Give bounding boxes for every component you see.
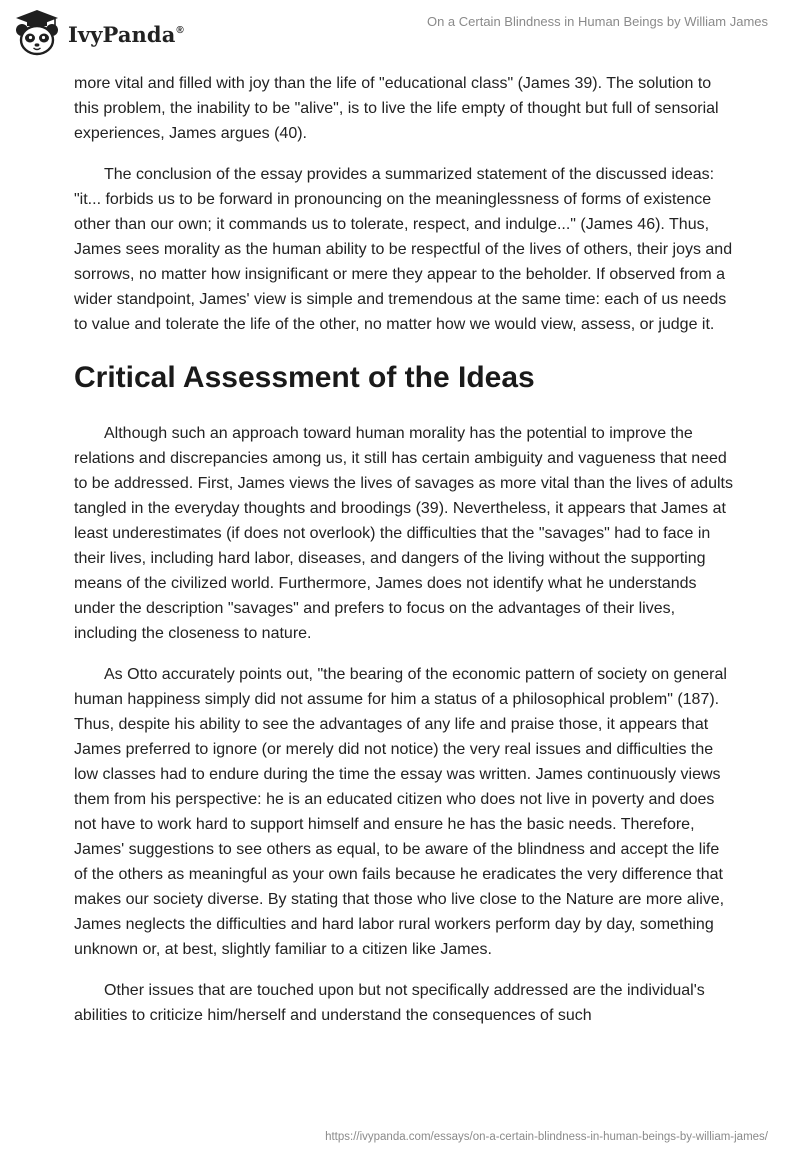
- body-paragraph: Other issues that are touched upon but not specifically addressed are the individual's abilities to criticize him/herself and understand the consequences of such: [74, 982, 705, 1024]
- panda-graduate-icon: [12, 8, 62, 58]
- essay-content: [74, 71, 734, 1044]
- ivypanda-logo[interactable]: [12, 8, 184, 58]
- body-paragraph: Although such an approach toward human morality has the potential to improve the relations and discrepancies among us, it still has certain ambiguity and vagueness that need to be addressed. First, James views the lives of savages as more vital than the lives of adults tangled in the everyday thoughts and broodings (39). Nevertheless, it appears that James at least underestimates (if does not overlook) the difficulties that the "savages" had to face in their lives, including hard labor, diseases, and dangers of the living without the supporting means of the civilized world. Furthermore, James does not identify what he understands under the description "savages" and prefers to focus on the advantages of their lives, including the closeness to nature.: [74, 425, 733, 642]
- registered-mark: ®: [176, 24, 184, 36]
- brand-name: IvyPanda®: [68, 21, 184, 47]
- body-paragraph: The conclusion of the essay provides a summarized statement of the discussed ideas: "it... forbids us to be forward in pronouncing on the meaninglessness of forms of existence other than our own; it commands us to tolerate, respect, and indulge..." (James 46). Thus, James sees morality as the human ability to be respectful of the lives of others, their joys and sorrows, no matter how insignificant or mere they appear to the beholder. If observed from a wider standpoint, James' view is simple and tremendous at the same time: each of us needs to value and tolerate the life of the other, no matter how we would view, assess, or judge it.: [74, 166, 733, 333]
- page-header: [0, 0, 800, 70]
- body-paragraph: As Otto accurately points out, "the bearing of the economic pattern of society on general human happiness simply did not assume for him a status of a philosophical problem" (187). Thus, despite his ability to see the advantages of any life and praise those, it appears that James preferred to ignore (or merely did not notice) the very real issues and difficulties the low classes had to endure during the time the essay was written. James continuously views them from his perspective: he is an educated citizen who does not live in poverty and does not have to work hard to support himself and ensure he has the basic needs. Therefore, James' suggestions to see others as equal, to be aware of the blindness and accept the life of the others as meaningful as your own fails because he eradicates the very difference that makes our society diverse. By stating that those who live close to the Nature are more alive, James neglects the difficulties and hard labor rural workers perform day by day, something unknown or, at best, slightly familiar to a citizen like James.: [74, 666, 727, 958]
- body-paragraph: more vital and filled with joy than the life of "educational class" (James 39). The solution to this problem, the inability to be "alive", is to live the life empty of thought but full of sensorial experiences, James argues (40).: [74, 75, 719, 142]
- section-heading: Critical Assessment of the Ideas: [74, 361, 535, 394]
- document-title: On a Certain Blindness in Human Beings by William James: [426, 14, 768, 29]
- source-url[interactable]: https://ivypanda.com/essays/on-a-certain-blindness-in-human-beings-by-william-james/: [325, 1131, 768, 1143]
